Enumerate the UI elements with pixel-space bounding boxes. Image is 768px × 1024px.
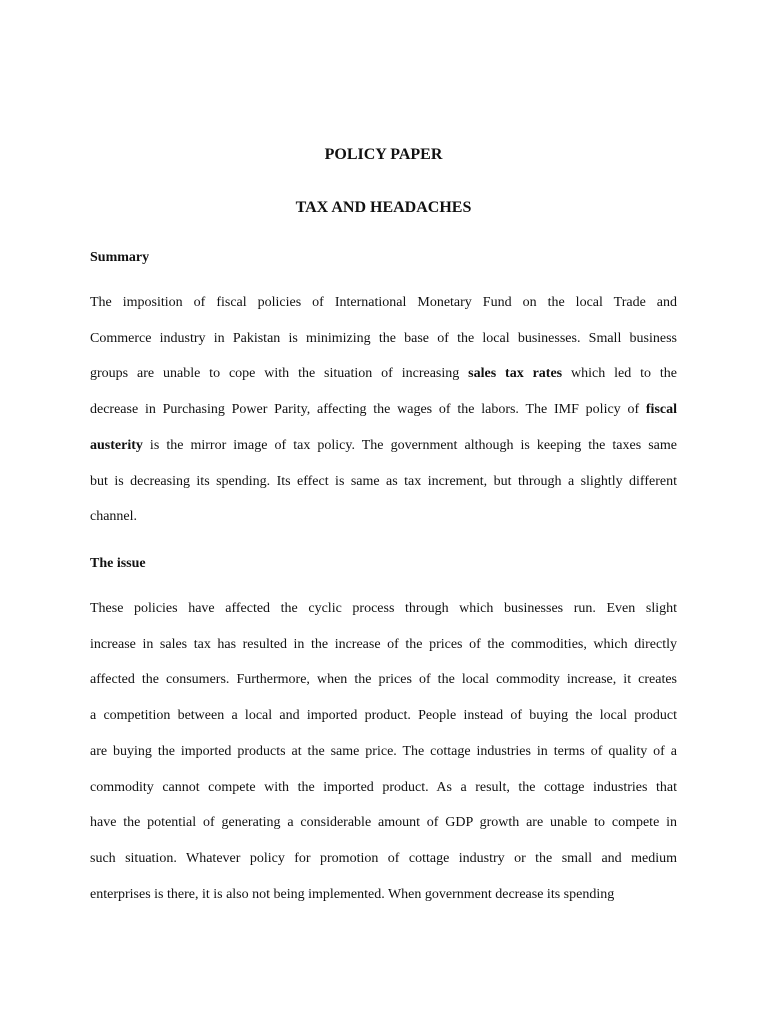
line-text: which led to the	[562, 366, 677, 382]
line-text: is the mirror image of tax policy. The government although is keeping the taxes same	[142, 437, 677, 453]
paragraph-line	[90, 365, 677, 383]
document-page	[90, 0, 677, 1024]
paragraph-line: affected the consumers. Furthermore, when the prices of the local commodity increase, it creates	[90, 672, 677, 688]
paragraph-line	[90, 401, 677, 419]
document-title: POLICY PAPER	[324, 146, 443, 163]
paragraph-line: increase in sales tax has resulted in the increase of the prices of the commodities, which directly	[90, 636, 677, 652]
paragraph-line: a competition between a local and imported product. People instead of buying the local product	[90, 708, 677, 724]
section-heading-summary: Summary	[90, 250, 150, 265]
paragraph-line: are buying the imported products at the same price. The cottage industries in terms of quality of a	[90, 743, 677, 759]
line-text: decrease in Purchasing Power Parity, affecting the wages of the labors. The IMF policy of	[90, 402, 646, 418]
paragraph-line: enterprises is there, it is also not being implemented. When government decrease its spending	[90, 886, 615, 902]
bold-term: austerity	[90, 437, 143, 453]
paragraph-line: channel.	[90, 509, 138, 525]
paragraph-line: The imposition of fiscal policies of International Monetary Fund on the local Trade and	[90, 295, 677, 310]
paragraph-line: Commerce industry in Pakistan is minimizing the base of the local businesses. Small business	[90, 330, 677, 346]
paragraph-line: have the potential of generating a considerable amount of GDP growth are unable to compete in	[90, 815, 677, 831]
document-subtitle: TAX AND HEADACHES	[295, 199, 472, 216]
paragraph-line: but is decreasing its spending. Its effect is same as tax increment, but through a slightly different	[90, 473, 677, 489]
section-heading-issue: The issue	[90, 556, 146, 571]
bold-term: fiscal	[645, 402, 677, 418]
bold-term: sales tax rates	[468, 366, 563, 382]
paragraph-line: such situation. Whatever policy for promotion of cottage industry or the small and medium	[90, 850, 677, 866]
paragraph-line	[90, 437, 677, 455]
paragraph-line: commodity cannot compete with the imported product. As a result, the cottage industries that	[90, 779, 677, 795]
paragraph-line: These policies have affected the cyclic process through which businesses run. Even slight	[90, 601, 677, 616]
line-text: groups are unable to cope with the situation of increasing	[90, 366, 469, 382]
